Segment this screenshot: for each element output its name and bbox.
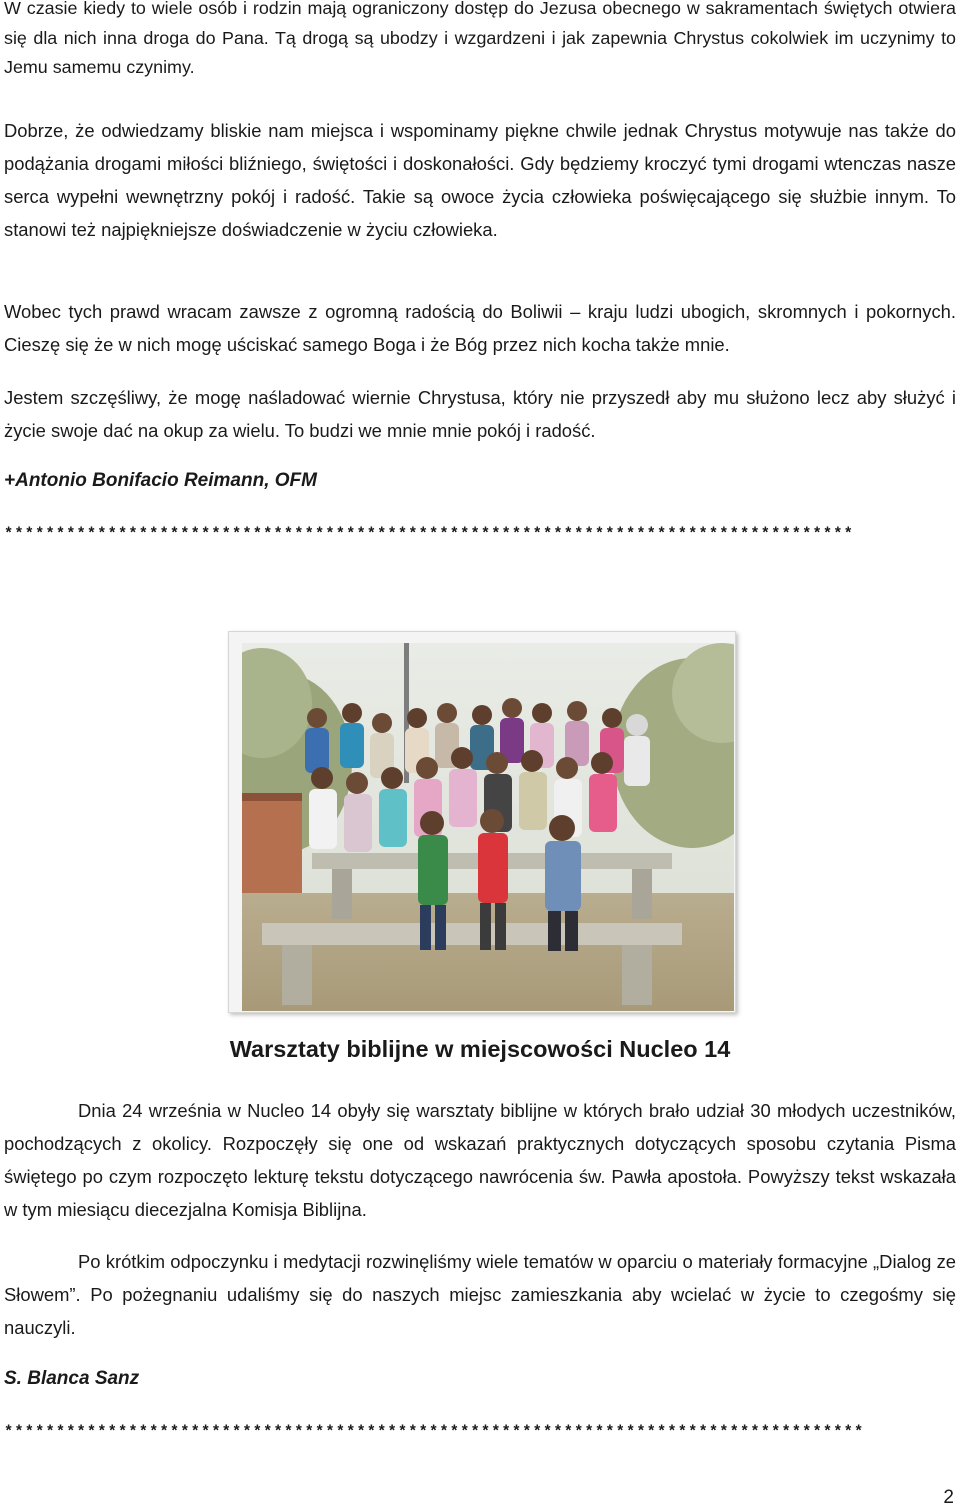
author-signature-2: S. Blanca Sanz <box>4 1368 140 1389</box>
section-heading: Warsztaty biblijne w miejscowości Nucleo 14 <box>229 1036 731 1062</box>
paragraph-1: W czasie kiedy to wiele osób i rodzin mają ograniczony dostęp do Jezusa obecnego w sakramentach świętych otwiera się dla nich inna droga do Pana. Tą drogą są ubodzy i wzgardzeni i jak zapewnia Chrystus cokolwiek im uczynimy to Jemu samemu czynimy. <box>4 0 956 77</box>
separator-line: ********************************************************************************** <box>4 525 855 543</box>
group-photo <box>242 643 734 1011</box>
paragraph-6: Po krótkim odpoczynku i medytacji rozwinęliśmy wiele tematów w oparciu o materiały formacyjne „Dialog ze Słowem”. Po pożegnaniu udaliśmy się do naszych miejsc zamieszkania aby wcielać w życie to czegośmy się nauczyli. <box>4 1251 956 1338</box>
author-signature: +Antonio Bonifacio Reimann, OFM <box>4 470 317 491</box>
paragraph-4: Jestem szczęśliwy, że mogę naśladować wiernie Chrystusa, który nie przyszedł aby mu służono lecz aby służyć i życie swoje dać na okup za wielu. To budzi we mnie mnie pokój i radość. <box>4 387 956 441</box>
paragraph-5: Dnia 24 września w Nucleo 14 obyły się warsztaty biblijne w których brało udział 30 młodych uczestników, pochodzących z okolicy. Rozpoczęły się one od wskazań praktycznych dotyczących sposobu czytania Pisma świętego po czym rozpoczęto lekturę tekstu dotyczącego nawrócenia św. Pawła apostoła. Powyższy tekst wskazała w tym miesiącu diecezjalna Komisja Biblijna. <box>4 1100 956 1220</box>
group-photo-frame <box>228 631 736 1013</box>
paragraph-3: Wobec tych prawd wracam zawsze z ogromną radością do Boliwii – kraju ludzi ubogich, skromnych i pokornych. Cieszę się że w nich mogę uściskać samego Boga i że Bóg przez nich kocha także mnie. <box>4 301 956 355</box>
separator-line-2: *********************************************************************************** <box>4 1423 865 1441</box>
paragraph-2: Dobrze, że odwiedzamy bliskie nam miejsca i wspominamy piękne chwile jednak Chrystus motywuje nas także do podążania drogami miłości bliźniego, świętości i doskonałości. Gdy będziemy kroczyć tymi drogami wtenczas nasze serca wypełni wewnętrzny pokój i radość. Takie są owoce życia człowieka poświęcającego się służbie innym. To stanowi też najpiękniejsze doświadczenie w życiu człowieka. <box>4 120 956 240</box>
page-number: 2 <box>943 1487 954 1508</box>
